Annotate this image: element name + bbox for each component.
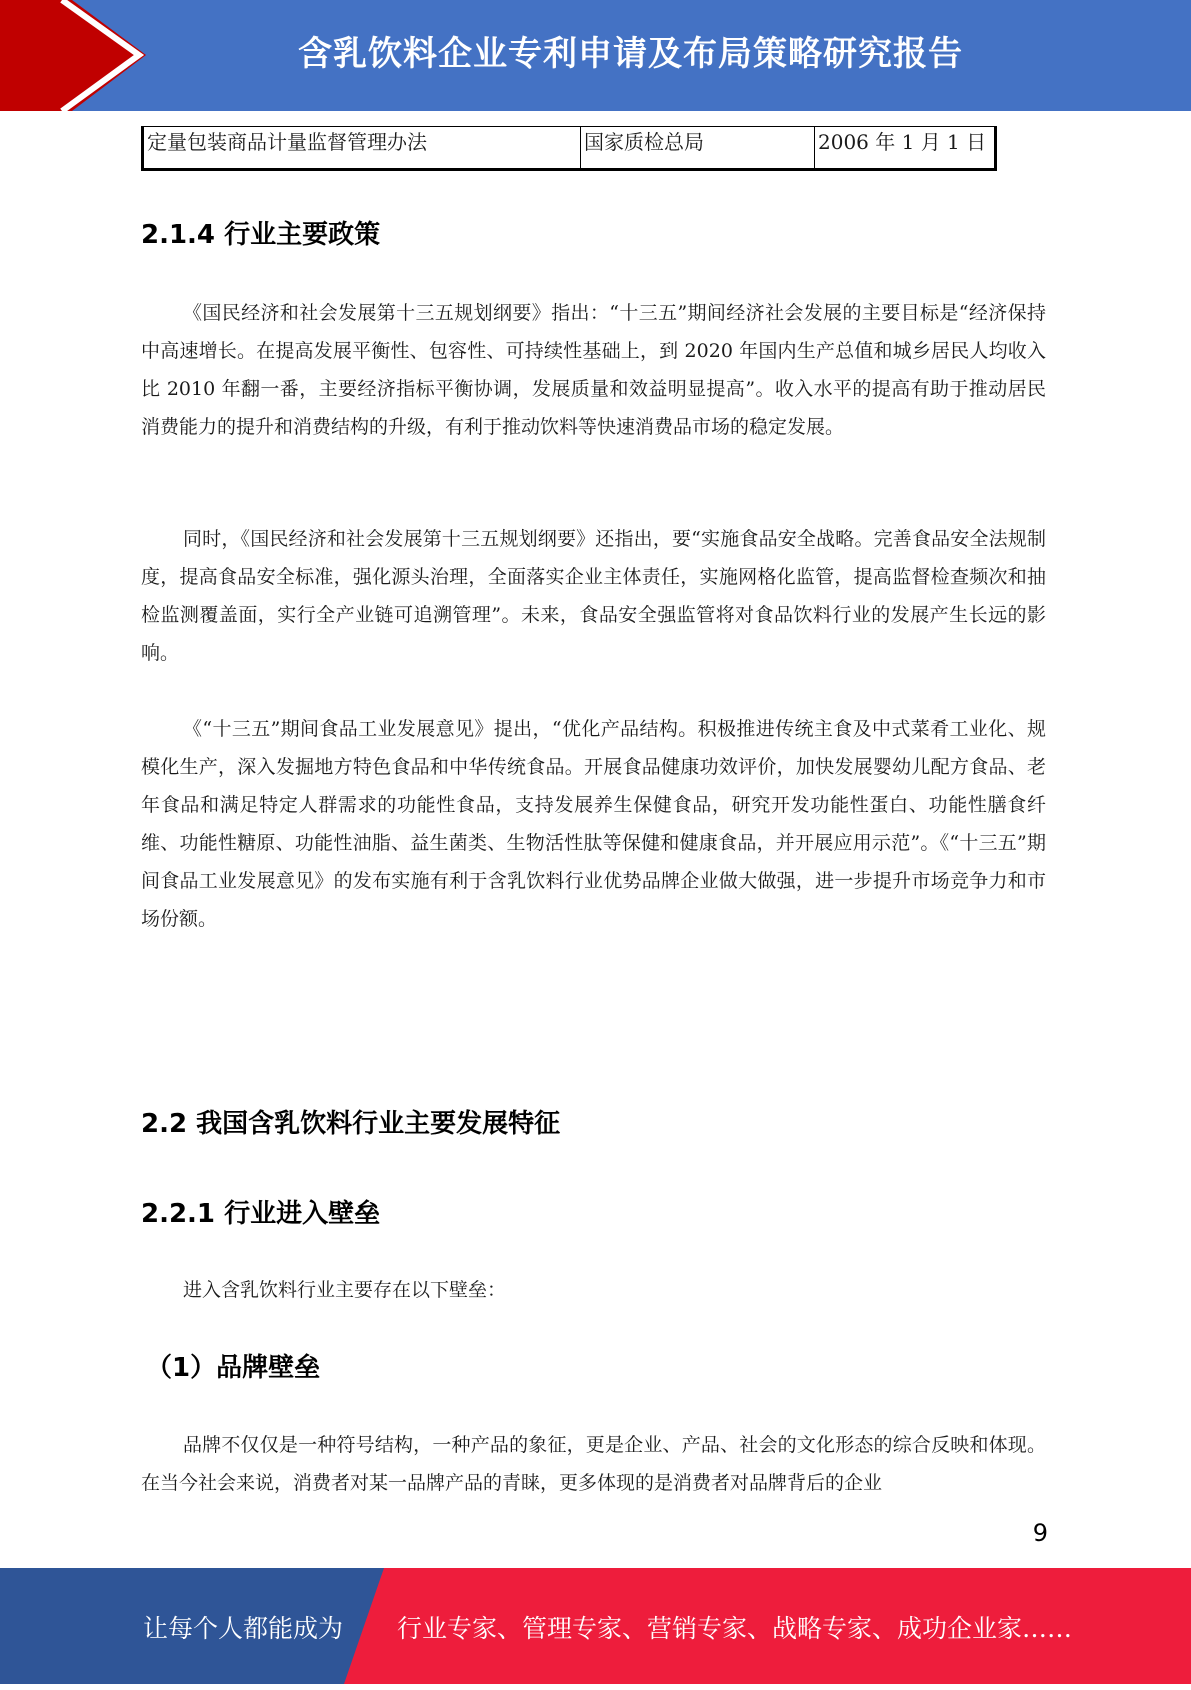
table-row xyxy=(143,127,996,170)
regulation-name-cell: 定量包装商品计量监督管理办法 xyxy=(143,127,581,170)
paragraph-policy-1: 《国民经济和社会发展第十三五规划纲要》指出：“十三五”期间经济社会发展的主要目标是“经济保持中高速增长。在提高发展平衡性、包容性、可持续性基础上，到 2020 年国内生产总值和城乡居民人均收入比 2010 年翻一番，主要经济指标平衡协调，发展质量和效益明显提高”。收入水平的提高有助于推动居民消费能力的提升和消费结构的升级，有利于推动饮料等快速消费品市场的稳定发展。 xyxy=(141,302,1046,438)
paragraph-barriers-intro: 进入含乳饮料行业主要存在以下壁垒： xyxy=(183,1279,507,1301)
authority-cell: 国家质检总局 xyxy=(581,127,815,170)
section-2-2-heading: 2.2 我国含乳饮料行业主要发展特征 xyxy=(141,1109,561,1139)
page-number: 9 xyxy=(1032,1519,1048,1547)
regulation-table xyxy=(141,126,997,171)
paragraph-brand-barrier: 品牌不仅仅是一种符号结构，一种产品的象征，更是企业、产品、社会的文化形态的综合反映和体现。在当今社会来说，消费者对某一品牌产品的青睐，更多体现的是消费者对品牌背后的企业 xyxy=(141,1434,1046,1494)
header-title: 含乳饮料企业专利申请及布局策略研究报告 xyxy=(298,34,963,74)
section-2-2-1-heading: 2.2.1 行业进入壁垒 xyxy=(141,1199,381,1229)
section-2-1-4-heading: 2.1.4 行业主要政策 xyxy=(141,220,381,250)
effective-date-cell: 2006 年 1 月 1 日 xyxy=(815,127,996,170)
header-arrow-decoration xyxy=(0,0,160,111)
footer-slogan-right: 行业专家、管理专家、营销专家、战略专家、成功企业家…… xyxy=(397,1614,1073,1643)
page-footer xyxy=(0,1568,1191,1684)
footer-slogan-left: 让每个人都能成为 xyxy=(143,1614,344,1643)
page-header xyxy=(0,0,1191,111)
paragraph-policy-2: 同时，《国民经济和社会发展第十三五规划纲要》还指出，要“实施食品安全战略。完善食品安全法规制度，提高食品安全标准，强化源头治理，全面落实企业主体责任，实施网格化监管，提高监督检查频次和抽检监测覆盖面，实行全产业链可追溯管理”。未来，食品安全强监管将对食品饮料行业的发展产生长远的影响。 xyxy=(141,528,1046,664)
brand-barrier-heading: （1）品牌壁垒 xyxy=(146,1353,321,1383)
paragraph-policy-3: 《“十三五”期间食品工业发展意见》提出，“优化产品结构。积极推进传统主食及中式菜肴工业化、规模化生产，深入发掘地方特色食品和中华传统食品。开展食品健康功效评价，加快发展婴幼儿配方食品、老年食品和满足特定人群需求的功能性食品，支持发展养生保健食品，研究开发功能性蛋白、功能性膳食纤维、功能性糖原、功能性油脂、益生菌类、生物活性肽等保健和健康食品，并开展应用示范”。《“十三五”期间食品工业发展意见》的发布实施有利于含乳饮料行业优势品牌企业做大做强，进一步提升市场竞争力和市场份额。 xyxy=(141,718,1046,930)
